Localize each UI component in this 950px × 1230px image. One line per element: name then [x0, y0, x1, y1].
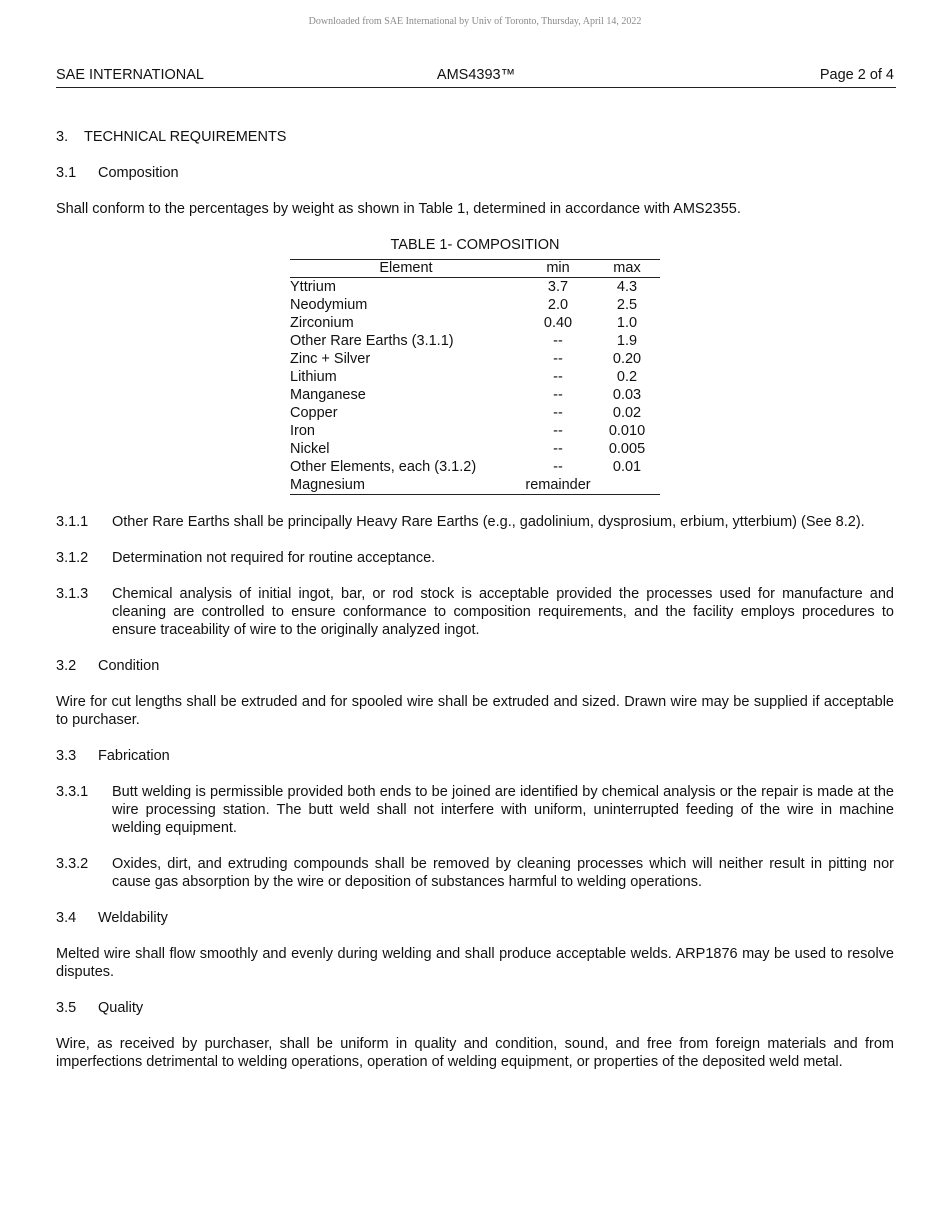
table-row	[290, 404, 660, 422]
cell-min: 2.0	[547, 297, 569, 313]
cell-max: 0.01	[612, 459, 642, 475]
cell-min: --	[553, 387, 563, 403]
table-title: TABLE 1- COMPOSITION	[390, 237, 560, 253]
clause-number: 3.3.1	[56, 784, 89, 800]
weldability-paragraph: Melted wire shall flow smoothly and evenly during welding and shall produce acceptable welds. ARP1876 may be used to resolve disputes.	[56, 946, 894, 980]
clause-3-1-1	[56, 513, 894, 531]
cell-element: Zinc + Silver	[290, 351, 371, 367]
quality-paragraph: Wire, as received by purchaser, shall be uniform in quality and condition, sound, and free from foreign materials and from imperfections detrimental to welding operations, operation of welding equipment, or properties of the deposited weld metal.	[56, 1036, 894, 1070]
clause-3-3-2	[56, 855, 894, 891]
column-header-max: max	[594, 260, 660, 278]
clause-number: 3.1.1	[56, 514, 89, 530]
section-title: Composition	[98, 165, 179, 181]
section-number: 3.4	[56, 910, 77, 926]
clause-number: 3.3.2	[56, 856, 89, 872]
cell-min: --	[553, 369, 563, 385]
cell-element: Magnesium	[290, 476, 522, 495]
clause-text: Determination not required for routine acceptance.	[112, 550, 436, 566]
clause-text: Chemical analysis of initial ingot, bar, or rod stock is acceptable provided the processes used for manufacture and cleaning are controlled to ensure conformance to composition requirements, and the facility employs procedures to ensure traceability of wire to the originally analyzed ingot.	[112, 586, 894, 638]
cell-max: 0.03	[612, 387, 642, 403]
section-3-5-heading	[56, 999, 894, 1017]
cell-element: Copper	[290, 405, 338, 421]
column-header-min: min	[522, 260, 594, 278]
cell-max: 1.0	[616, 315, 638, 331]
cell-max: 4.3	[616, 279, 638, 295]
table-row	[290, 476, 660, 495]
clause-text: Oxides, dirt, and extruding compounds shall be removed by cleaning processes which will neither result in pitting nor cause gas absorption by the wire or deposition of substances harmful to welding operations.	[112, 856, 894, 890]
cell-element: Yttrium	[290, 279, 336, 295]
cell-min: 3.7	[547, 279, 569, 295]
cell-max: 0.005	[608, 441, 646, 457]
cell-max: 1.9	[616, 333, 638, 349]
cell-min: --	[553, 441, 563, 457]
clause-3-3-1	[56, 783, 894, 837]
clause-number: 3.1.2	[56, 550, 89, 566]
condition-paragraph: Wire for cut lengths shall be extruded and for spooled wire shall be extruded and sized. Drawn wire may be supplied if acceptable to purchaser.	[56, 694, 894, 728]
cell-element: Nickel	[290, 441, 330, 457]
composition-table	[290, 259, 660, 495]
section-title: Condition	[98, 658, 160, 674]
table-row	[290, 278, 660, 297]
section-3-4-heading	[56, 909, 894, 927]
cell-max: 0.20	[612, 351, 642, 367]
section-title: TECHNICAL REQUIREMENTS	[84, 129, 287, 145]
section-number: 3.5	[56, 1000, 77, 1016]
cell-min: --	[553, 351, 563, 367]
composition-table-block	[290, 236, 660, 495]
section-number: 3.3	[56, 748, 77, 764]
page-header	[56, 67, 896, 88]
cell-max: 0.010	[608, 423, 646, 439]
column-header-element: Element	[290, 260, 522, 278]
table-row	[290, 296, 660, 314]
document-body	[56, 128, 894, 1089]
header-page-number: Page 2 of 4	[819, 67, 894, 83]
table-row	[290, 368, 660, 386]
cell-min: --	[553, 459, 563, 475]
clause-3-1-2	[56, 549, 894, 567]
header-document-number: AMS4393™	[436, 67, 516, 83]
cell-max: 2.5	[616, 297, 638, 313]
cell-element: Zirconium	[290, 315, 354, 331]
cell-element: Other Rare Earths (3.1.1)	[290, 333, 454, 349]
cell-min: --	[553, 333, 563, 349]
section-3-heading	[56, 128, 894, 146]
table-row	[290, 440, 660, 458]
cell-min: 0.40	[543, 315, 573, 331]
clause-number: 3.1.3	[56, 586, 89, 602]
section-3-1-heading	[56, 164, 894, 182]
composition-intro: Shall conform to the percentages by weight as shown in Table 1, determined in accordance with AMS2355.	[56, 201, 741, 217]
section-number: 3.2	[56, 658, 77, 674]
cell-max	[594, 476, 660, 495]
clause-text: Butt welding is permissible provided both ends to be joined are identified by chemical analysis or the repair is made at the wire processing station. The butt weld shall not interfere with uniform, uninterrupted feeding of the wire in machine welding equipment.	[112, 784, 894, 836]
section-title: Quality	[98, 1000, 144, 1016]
clause-text: Other Rare Earths shall be principally Heavy Rare Earths (e.g., gadolinium, dysprosium, erbium, ytterbium) (See 8.2).	[112, 514, 865, 530]
table-row	[290, 314, 660, 332]
cell-max: 0.2	[616, 369, 638, 385]
section-3-2-heading	[56, 657, 894, 675]
table-row	[290, 422, 660, 440]
cell-min: --	[553, 423, 563, 439]
download-watermark: Downloaded from SAE International by Univ of Toronto, Thursday, April 14, 2022	[308, 16, 642, 27]
section-3-3-heading	[56, 747, 894, 765]
section-title: Weldability	[98, 910, 168, 926]
cell-min: remainder	[522, 476, 594, 495]
cell-element: Manganese	[290, 387, 366, 403]
cell-element: Lithium	[290, 369, 337, 385]
cell-min: --	[553, 405, 563, 421]
header-organization: SAE INTERNATIONAL	[56, 67, 204, 83]
section-number: 3.1	[56, 165, 77, 181]
cell-max: 0.02	[612, 405, 642, 421]
table-row	[290, 332, 660, 350]
clause-3-1-3	[56, 585, 894, 639]
table-header-row	[290, 260, 660, 278]
section-number: 3.	[56, 129, 69, 145]
cell-element: Iron	[290, 423, 315, 439]
cell-element: Other Elements, each (3.1.2)	[290, 459, 477, 475]
cell-element: Neodymium	[290, 297, 368, 313]
section-title: Fabrication	[98, 748, 170, 764]
table-row	[290, 386, 660, 404]
table-row	[290, 458, 660, 476]
table-row	[290, 350, 660, 368]
